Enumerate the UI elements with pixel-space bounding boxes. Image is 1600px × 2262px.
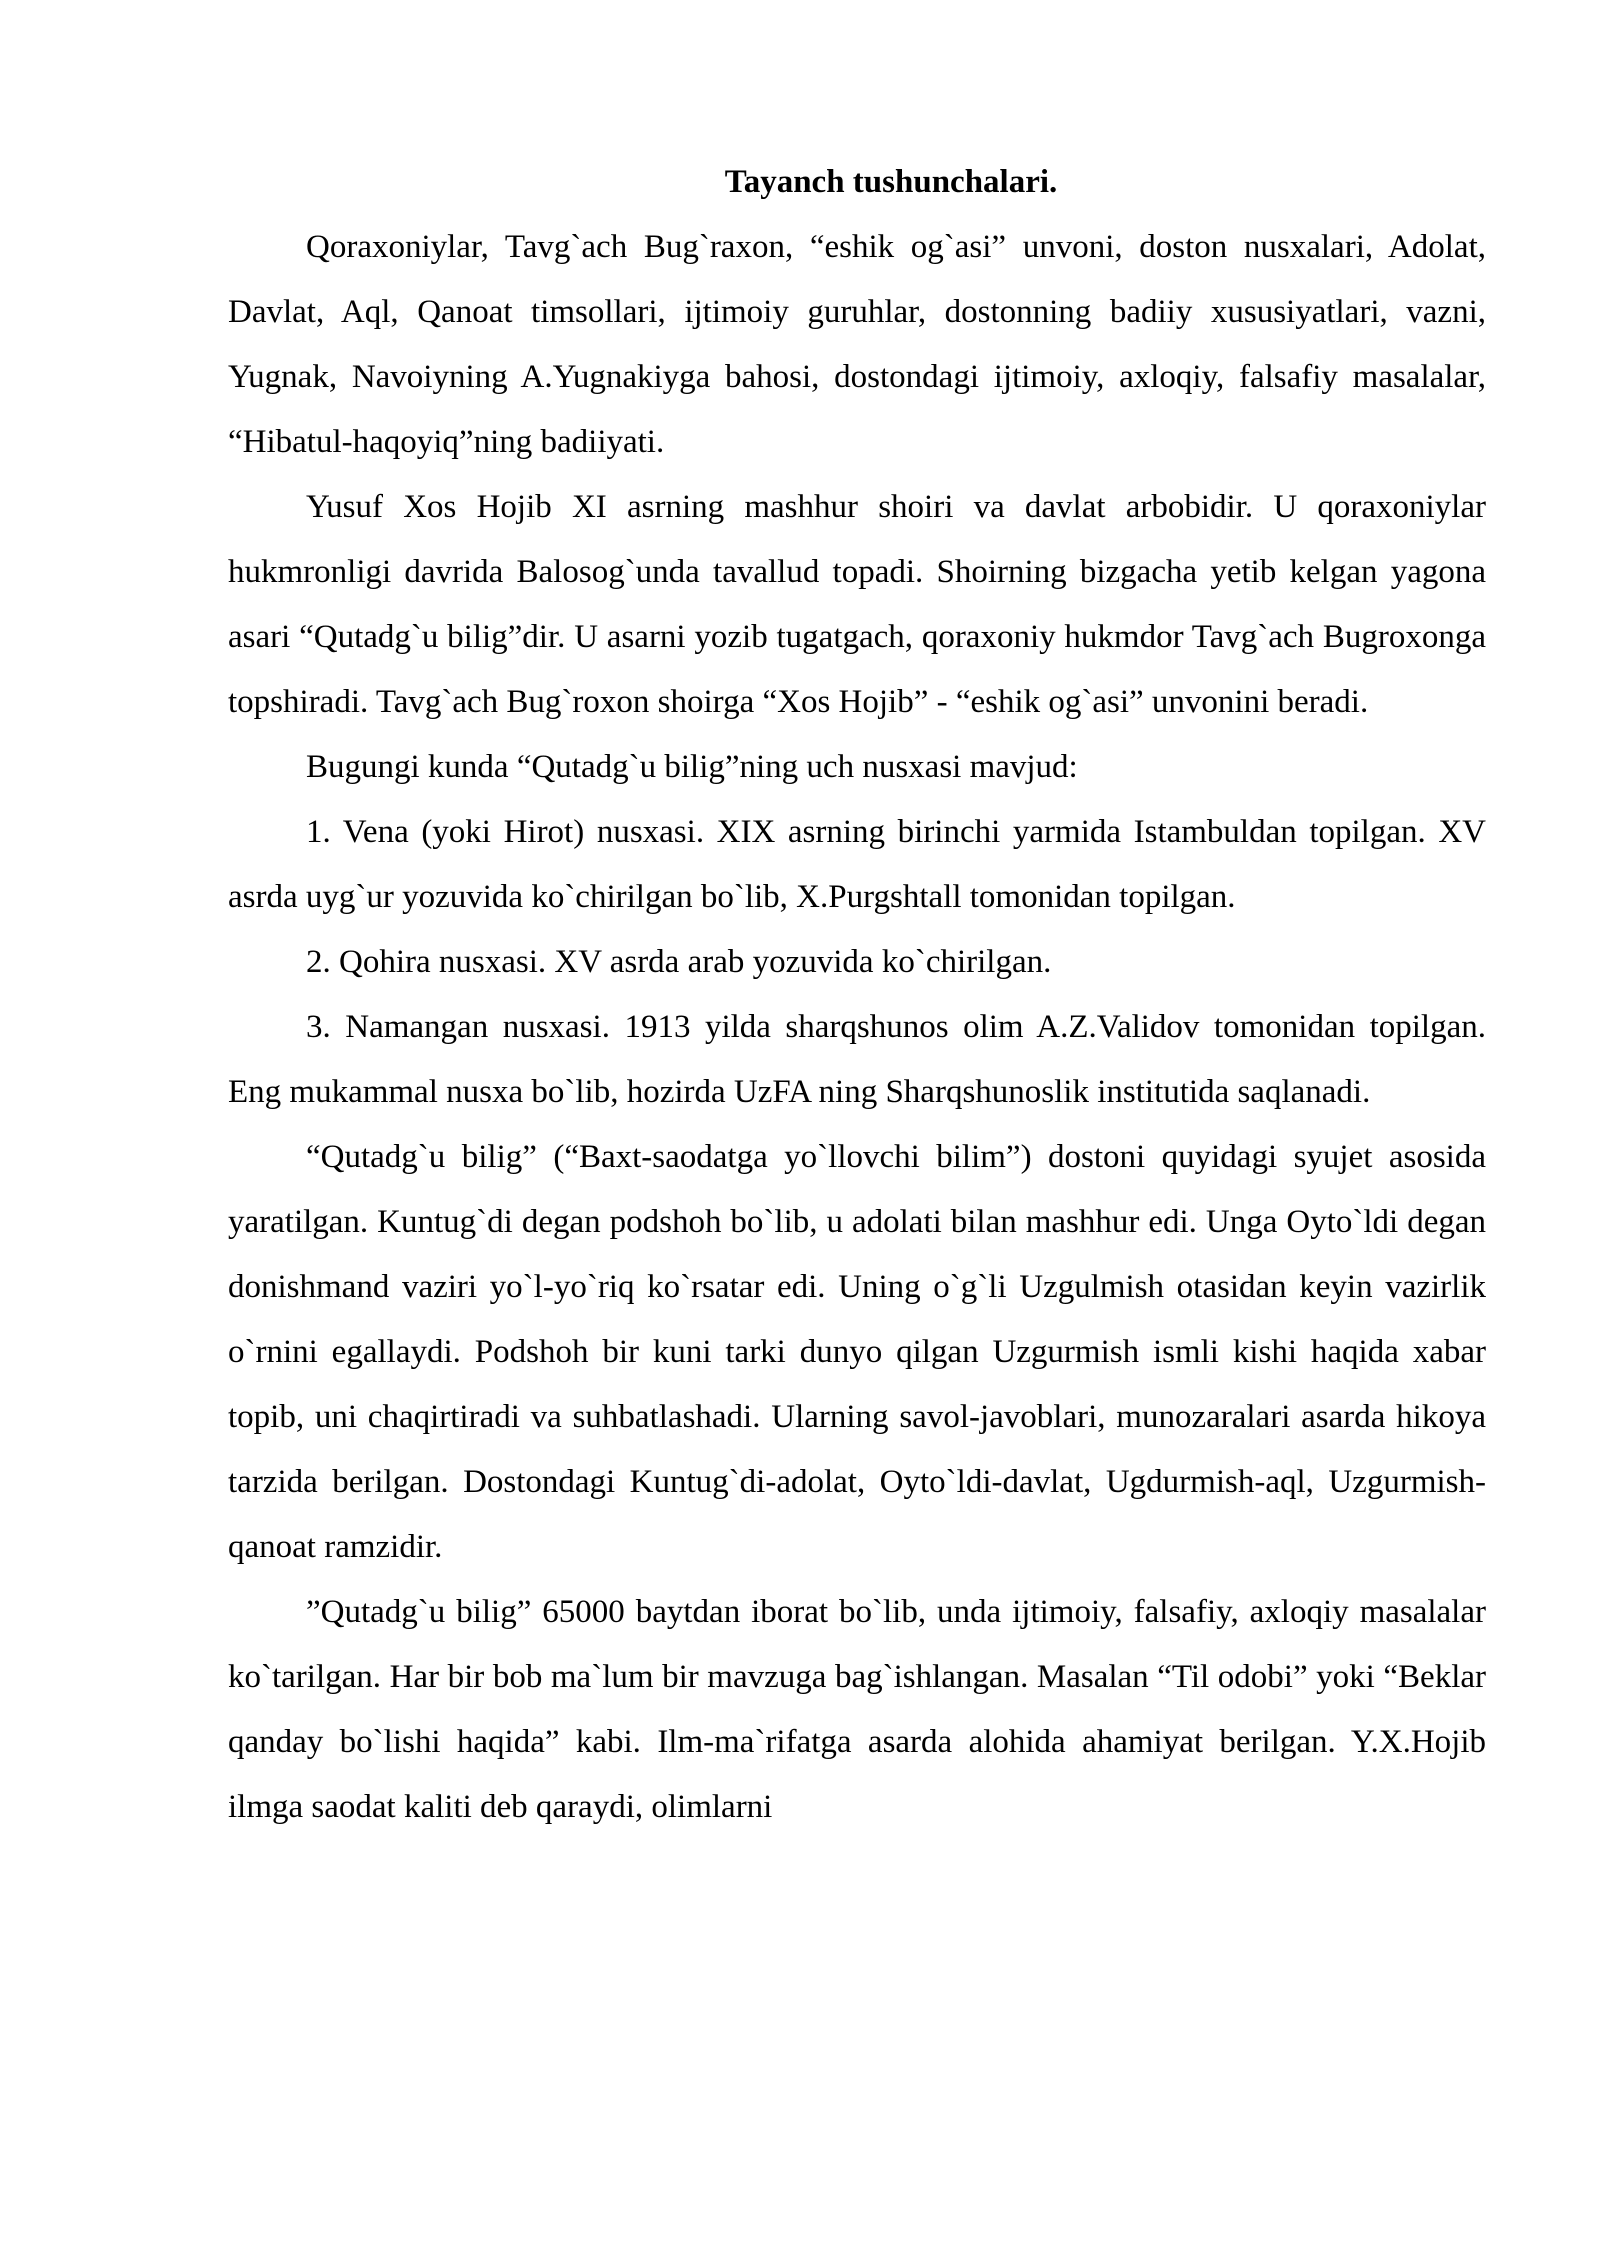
paragraph-structure: ”Qutadg`u bilig” 65000 baytdan iborat bo`lib, unda ijtimoiy, falsafiy, axloqiy masalalar ko`tarilgan. Har bir bob ma`lum bir mavzuga bag`ishlangan. Masalan “Til odobi” yoki “Beklar qanday bo`lishi haqida” kabi. Ilm-ma`rifatga asarda alohida ahamiyat berilgan. Y.X.Hojib ilmga saodat kaliti deb qaraydi, olimlarni bbox=[228, 1594, 1486, 1825]
paragraph-copy-vienna: 1. Vena (yoki Hirot) nusxasi. XIX asrning birinchi yarmida Istambuldan topilgan. XV asrda uyg`ur yozuvida ko`chirilgan bo`lib, X.Purgshtall tomonidan topilgan. bbox=[228, 814, 1486, 915]
paragraph-copies-intro: Bugungi kunda “Qutadg`u bilig”ning uch nusxasi mavjud: bbox=[306, 749, 1078, 785]
paragraph-plot: “Qutadg`u bilig” (“Baxt-saodatga yo`llovchi bilim”) dostoni quyidagi syujet asosida yaratilgan. Kuntug`di degan podshoh bo`lib, u adolati bilan mashhur edi. Unga Oyto`ldi degan donishmand vaziri yo`l-yo`riq ko`rsatar edi. Uning o`g`li Uzgulmish otasidan keyin vazirlik o`rnini egallaydi. Podshoh bir kuni tarki dunyo qilgan Uzgurmish ismli kishi haqida xabar topib, uni chaqirtiradi va suhbatlashadi. Ularning savol-javoblari, munozaralari asarda hikoya tarzida berilgan. Dostondagi Kuntug`di-adolat, Oyto`ldi-davlat, Ugdurmish-aql, Uzgurmish-qanoat ramzidir. bbox=[228, 1139, 1486, 1565]
paragraph-copy-namangan: 3. Namangan nusxasi. 1913 yilda sharqshunos olim A.Z.Validov tomonidan topilgan. Eng mukammal nusxa bo`lib, hozirda UzFA ning Sharqshunoslik institutida saqlanadi. bbox=[228, 1009, 1486, 1110]
page-content bbox=[228, 150, 1486, 1840]
paragraph-author-bio: Yusuf Xos Hojib XI asrning mashhur shoiri va davlat arbobidir. U qoraxoniylar hukmronligi davrida Balosog`unda tavallud topadi. Shoirning bizgacha yetib kelgan yagona asari “Qutadg`u bilig”dir. U asarni yozib tugatgach, qoraxoniy hukmdor Tavg`ach Bugroxonga topshiradi. Tavg`ach Bug`roxon shoirga “Xos Hojib” - “eshik og`asi” unvonini beradi. bbox=[228, 489, 1486, 720]
document-title: Tayanch tushunchalari. bbox=[724, 164, 1058, 200]
paragraph-key-concepts: Qoraxoniylar, Tavg`ach Bug`raxon, “eshik og`asi” unvoni, doston nusxalari, Adolat, Davlat, Aql, Qanoat timsollari, ijtimoiy guruhlar, dostonning badiiy xususiyatlari, vazni, Yugnak, Navoiyning A.Yugnakiyga bahosi, dostondagi ijtimoiy, axloqiy, falsafiy masalalar, “Hibatul-haqoyiq”ning badiiyati. bbox=[228, 229, 1486, 460]
paragraph-copy-cairo: 2. Qohira nusxasi. XV asrda arab yozuvida ko`chirilgan. bbox=[306, 944, 1052, 980]
